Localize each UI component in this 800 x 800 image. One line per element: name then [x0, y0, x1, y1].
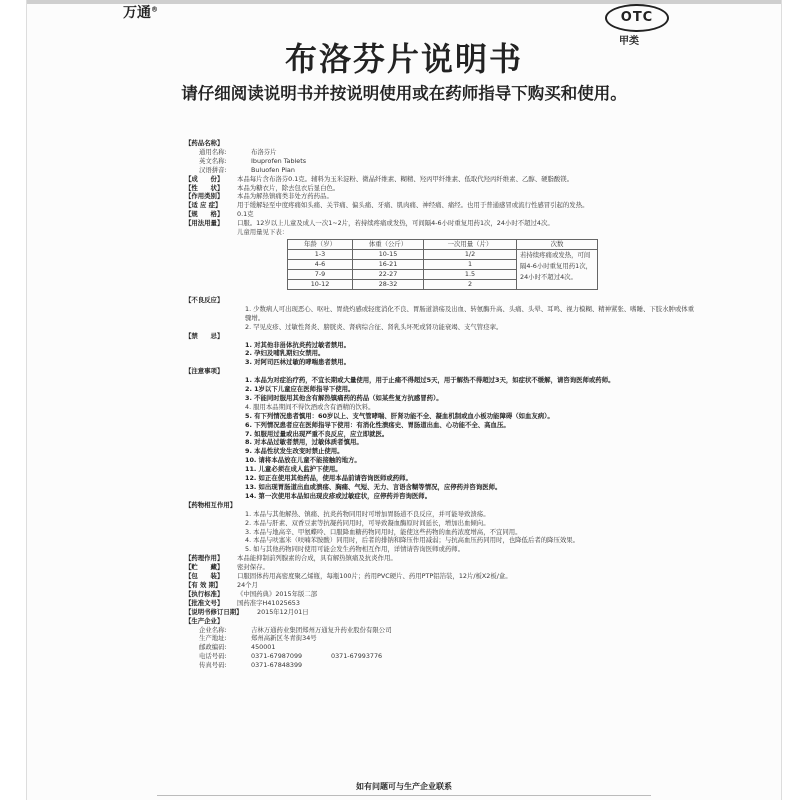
- english-name-value: Ibuprofen Tablets: [251, 156, 307, 165]
- revision-label: 【说明书修订日期】: [185, 607, 243, 616]
- usage-value: 口服。12岁以上儿童及成人一次1~2片，若持续疼痛或发热，可间隔4-6小时重复用药1次，24小时不超过4次。: [237, 219, 554, 228]
- approval-label: 【批准文号】: [185, 598, 224, 607]
- company-name-value: 吉林万通药业集团郑州万通复升药业股份有限公司: [251, 625, 392, 634]
- interactions-label: 【药物相互作用】: [185, 500, 237, 509]
- table-cell: 1.5: [424, 269, 517, 279]
- phone-label: 电话号码:: [199, 652, 227, 661]
- table-cell: 7-9: [288, 269, 353, 279]
- package-value: 口服固体药用高密度聚乙烯瓶，每瓶100片；药用PVC硬片、药用PTP铝箔装，12片/板X2板/盒。: [237, 572, 512, 581]
- postcode-value: 450001: [251, 643, 276, 652]
- table-cell: 1: [424, 259, 517, 269]
- contraindications-label: 【禁 忌】: [185, 331, 224, 340]
- table-cell: 10-15: [353, 249, 424, 259]
- precaution-item: 3. 不能同时服用其他含有解热镇痛药的药品（如某些复方抗感冒药）。: [245, 393, 443, 402]
- traits-value: 本品为糖衣片，除去包衣后显白色。: [237, 183, 340, 192]
- precaution-item: 8. 对本品过敏者禁用，过敏体质者慎用。: [245, 438, 363, 447]
- revision-value: 2015年12月01日: [257, 607, 309, 616]
- interaction-item: 3. 本品与地高辛、甲氨蝶呤、口服降血糖药物同用时，能使这些药物的血药浓度增高，不宜同用。: [245, 527, 522, 536]
- registered-mark: ®: [151, 5, 158, 14]
- category-label: 【作用类别】: [185, 192, 224, 201]
- table-cell: 1-3: [288, 249, 353, 259]
- manufacturer-label: 【生产企业】: [185, 616, 224, 625]
- validity-label: 【有 效 期】: [185, 580, 222, 589]
- interaction-item: 1. 本品与其他解热、镇痛、抗炎药物同用时可增加胃肠道不良反应，并可能导致溃疡。: [245, 509, 490, 518]
- table-cell: 22-27: [353, 269, 424, 279]
- drug-name-label: 【药品名称】: [185, 139, 224, 147]
- precaution-item: 12. 如正在使用其他药品，使用本品前请咨询医师或药师。: [245, 474, 412, 483]
- pinyin-name-value: Buluofen Pian: [251, 165, 295, 174]
- pinyin-name-label: 汉语拼音:: [199, 165, 227, 174]
- traits-label: 【性 状】: [185, 183, 224, 192]
- otc-grade: 甲类: [619, 36, 639, 47]
- contraindication-item: 2. 孕妇及哺乳期妇女禁用。: [245, 349, 325, 358]
- table-times-note: 若持续疼痛或发热，可间隔4-6小时重复用药1次，24小时不超过4次。: [517, 249, 598, 289]
- fax-value: 0371-67848399: [251, 661, 303, 670]
- precaution-item: 9. 本品性状发生改变时禁止使用。: [245, 447, 344, 456]
- brand-logo: [123, 2, 158, 22]
- common-name-value: 布洛芬片: [251, 147, 277, 156]
- precaution-item: 4. 服用本品期间不得饮酒或含有酒精的饮料。: [245, 402, 375, 411]
- child-dose-table: [287, 239, 598, 290]
- storage-value: 密封保存。: [237, 563, 269, 572]
- fax-label: 传真号码:: [199, 661, 227, 670]
- precautions-label: 【注意事项】: [185, 367, 224, 376]
- drug-name-header: [185, 139, 699, 148]
- table-header-weight: 体重（公斤）: [353, 239, 424, 249]
- ingredients-label: 【成 份】: [185, 174, 224, 183]
- storage-label: 【贮 藏】: [185, 563, 224, 572]
- category-value: 本品为解热镇痛类非处方药药品。: [237, 192, 333, 201]
- standard-label: 【执行标准】: [185, 589, 224, 598]
- leaflet-paper: [26, 0, 782, 800]
- table-header-times: 次数: [517, 239, 598, 249]
- address-label: 生产地址:: [199, 634, 227, 643]
- table-cell: 4-6: [288, 259, 353, 269]
- contraindication-item: 3. 对阿司匹林过敏的哮喘患者禁用。: [245, 358, 350, 367]
- postcode-label: 邮政编码:: [199, 643, 227, 652]
- pharmacology-label: 【药理作用】: [185, 554, 224, 563]
- adverse-item: 2. 罕见皮疹、过敏性肾炎、膀胱炎、肾病综合征、肾乳头坏死或肾功能衰竭、支气管痉挛。: [245, 322, 503, 331]
- table-cell: 2: [424, 279, 517, 289]
- precaution-item: 1. 本品为对症治疗药，不宜长期或大量使用，用于止痛不得超过5天，用于解热不得超过3天，如症状不缓解，请咨询医师或药师。: [245, 376, 615, 385]
- table-row: [288, 249, 598, 259]
- otc-badge: OTC: [605, 4, 669, 32]
- company-name-label: 企业名称:: [199, 625, 227, 634]
- precaution-item: 14. 第一次使用本品如出现皮疹或过敏症状，应停药并咨询医师。: [245, 491, 432, 500]
- table-header-age: 年龄（岁）: [288, 239, 353, 249]
- validity-value: 24个月: [237, 580, 258, 589]
- adverse-label: 【不良反应】: [185, 295, 224, 304]
- address-value: 郑州高新区冬青街34号: [251, 634, 317, 643]
- precaution-item: 2. 1岁以下儿童应在医师指导下使用。: [245, 385, 355, 394]
- spec-value: 0.1克: [237, 210, 254, 219]
- indications-value: 用于缓解轻至中度疼痛如头痛、关节痛、偏头痛、牙痛、肌肉痛、神经痛、痛经。也用于普通感冒或流行性感冒引起的发热。: [237, 201, 589, 210]
- table-cell: 28-32: [353, 279, 424, 289]
- precaution-item: 5. 有下列情况患者慎用：60岁以上、支气管哮喘、肝肾功能不全、凝血机制或血小板功能障碍（如血友病）。: [245, 411, 554, 420]
- page-subtitle: 请仔细阅读说明书并按说明使用或在药师指导下购买和使用。: [181, 84, 627, 103]
- dose-table-caption: 儿童用量见下表：: [237, 228, 289, 237]
- table-cell: 16-21: [353, 259, 424, 269]
- standard-value: 《中国药典》2015年版二部: [237, 589, 318, 598]
- indications-label: 【适 应 症】: [185, 201, 222, 210]
- table-cell: 1/2: [424, 249, 517, 259]
- table-cell: 10-12: [288, 279, 353, 289]
- precaution-item: 10. 请将本品放在儿童不能接触的地方。: [245, 456, 361, 465]
- spec-label: 【规 格】: [185, 210, 224, 219]
- bottom-divider: [157, 795, 651, 796]
- approval-value: 国药准字H41025653: [237, 598, 300, 607]
- phone-value-2: 0371-67993776: [331, 652, 383, 661]
- pharmacology-value: 本品能抑制前列腺素的合成，具有解热镇痛及抗炎作用。: [237, 554, 397, 563]
- contraindication-item: 1. 对其他非甾体抗炎药过敏者禁用。: [245, 340, 350, 349]
- page-title: 布洛芬片说明书: [284, 40, 523, 78]
- precaution-item: 11. 儿童必须在成人监护下使用。: [245, 465, 342, 474]
- table-header-dose: 一次用量（片）: [424, 239, 517, 249]
- precaution-item: 6. 下列情况患者应在医师指导下使用：有消化性溃疡史、胃肠道出血、心功能不全、高血压。: [245, 420, 510, 429]
- package-label: 【包 装】: [185, 572, 224, 581]
- brand-name: 万通: [123, 5, 151, 21]
- english-name-label: 英文名称:: [199, 156, 227, 165]
- interaction-item: 2. 本品与肝素、双香豆素等抗凝药同用时，可导致凝血酶原时间延长，增加出血倾向。: [245, 518, 490, 527]
- table-header-row: [288, 239, 598, 249]
- adverse-item: 1. 少数病人可出现恶心、呕吐、胃烧灼感或轻度消化不良、胃肠道溃疡及出血、转氨酶升高、头痛、头晕、耳鸣、视力模糊、精神紧张、嗜睡、下肢水肿或体重骤增。: [245, 304, 695, 322]
- common-name-label: 通用名称:: [199, 147, 227, 156]
- interaction-item: 4. 本品与呋塞米（呋喃苯胺酸）同用时，后者的排钠和降压作用减弱；与抗高血压药同用时，也降低后者的降压效果。: [245, 536, 580, 545]
- ingredients-value: 本品每片含布洛芬0.1克。辅料为玉米淀粉、微晶纤维素、糊精、羟丙甲纤维素、低取代羟丙纤维素、乙醇、硬脂酸镁。: [237, 174, 574, 183]
- interaction-item: 5. 如与其他药物同时使用可能会发生药物相互作用，详情请咨询医师或药师。: [245, 545, 465, 554]
- phone-value-1: 0371-67987099: [251, 652, 303, 661]
- precaution-item: 7. 如服用过量或出现严重不良反应，应立即就医。: [245, 429, 389, 438]
- leaflet-body: [185, 139, 699, 670]
- usage-label: 【用法用量】: [185, 219, 224, 228]
- precaution-item: 13. 如出现胃肠道出血或溃疡、胸痛、气短、无力、言语含糊等情况，应停药并咨询医师。: [245, 483, 502, 491]
- footer-contact-note: 如有问题可与生产企业联系: [356, 782, 452, 791]
